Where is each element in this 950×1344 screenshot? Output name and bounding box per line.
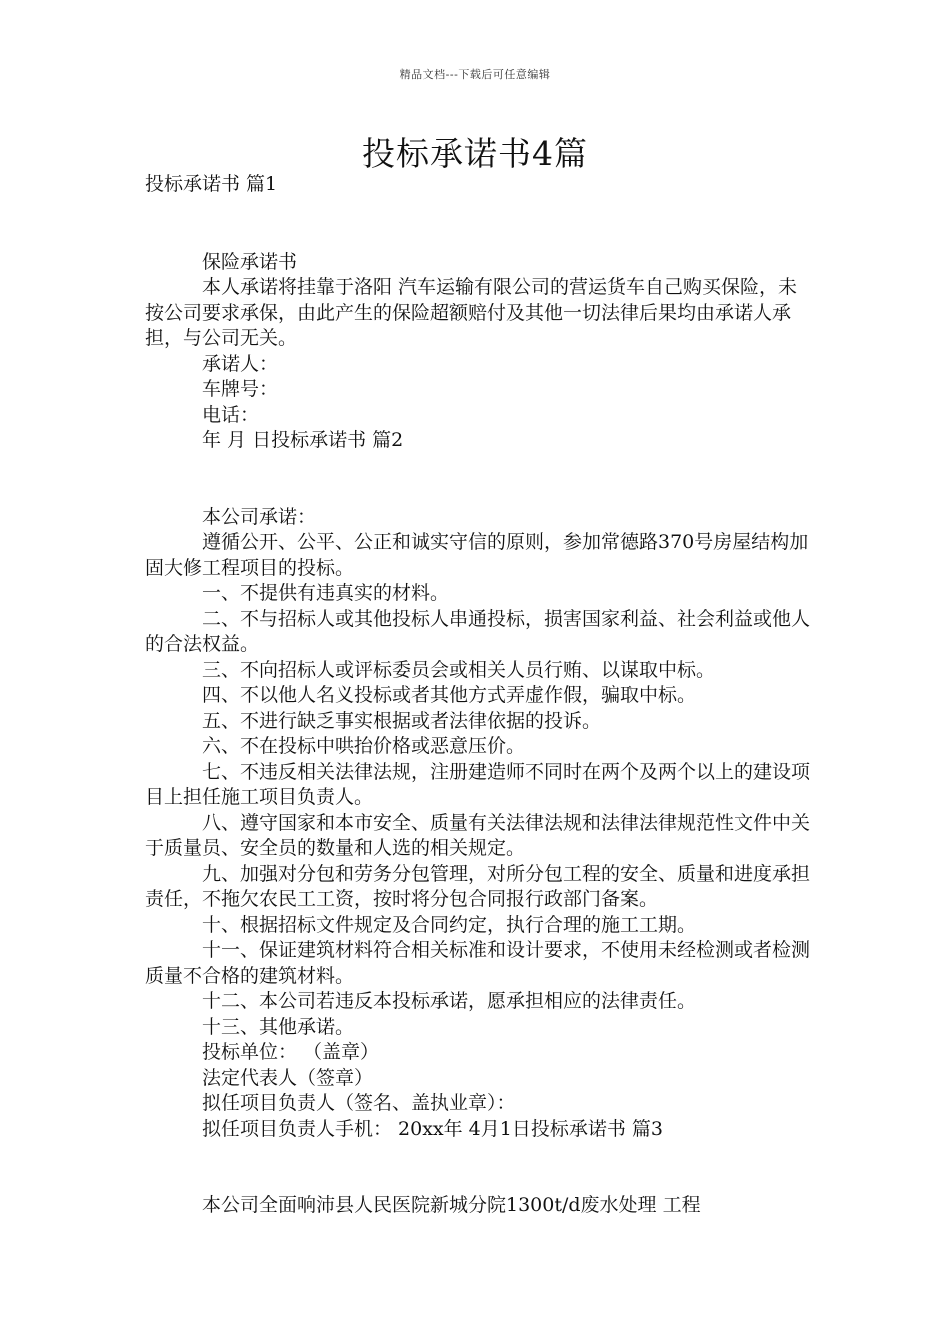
commitment-item: 六、不在投标中哄抬价格或恶意压价。 <box>202 735 526 757</box>
commitment-item: 五、不进行缺乏事实根据或者法律依据的投诉。 <box>202 709 602 732</box>
commitment-item: 一、不提供有违真实的材料。 <box>202 582 450 604</box>
commitment-item: 三、不向招标人或评标委员会或相关人员行贿、以谋取中标。 <box>202 658 716 681</box>
section-2-paragraph: 遵循公开、公平、公正和诚实守信的原则，参加常德路370号房屋结构加固大修工程项目的投标。 <box>145 531 809 579</box>
commitment-item: 八、遵守国家和本市安全、质量有关法律法规和法律法律规范性文件中关于质量员、安全员的数量和人选的相关规定。 <box>145 811 811 859</box>
phone-field: 电话： <box>202 403 260 426</box>
commitment-item: 十二、本公司若违反本投标承诺，愿承担相应的法律责任。 <box>202 990 697 1012</box>
section-3-paragraph: 本公司全面响沛县人民医院新城分院1300t/d废水处理 工程 <box>202 1194 701 1216</box>
section-1-heading: 投标承诺书 篇1 <box>145 173 278 195</box>
section-1-subtitle: 保险承诺书 <box>202 250 298 273</box>
promisor-field: 承诺人： <box>202 352 279 375</box>
section-3-heading: 拟任项目负责人手机： 20xx年 4月1日投标承诺书 篇3 <box>202 1117 663 1140</box>
commitment-item: 十、根据招标文件规定及合同约定，执行合理的施工工期。 <box>202 913 697 936</box>
commitment-item: 十一、保证建筑材料符合相关标准和设计要求，不使用未经检测或者检测质量不合格的建筑材料。 <box>145 939 811 987</box>
commitment-item: 九、加强对分包和劳务分包管理，对所分包工程的安全、质量和进度承担责任，不拖欠农民工工资，按时将分包合同报行政部门备案。 <box>145 862 811 910</box>
section-1-paragraph: 本人承诺将挂靠于洛阳 汽车运输有限公司的营运货车自己购买保险，未按公司要求承保，由此产生的保险超额赔付及其他一切法律后果均由承诺人承担，与公司无关。 <box>145 276 798 349</box>
commitment-item: 十三、其他承诺。 <box>202 1015 355 1038</box>
legal-representative-field: 法定代表人（签章） <box>202 1066 374 1089</box>
page-header-note: 精品文档---下载后可任意编辑 <box>399 68 551 81</box>
section-2-heading: 年 月 日投标承诺书 篇2 <box>202 429 404 451</box>
project-manager-sign-field: 拟任项目负责人（签名、盖执业章）： <box>202 1092 516 1114</box>
bidder-field: 投标单位： （盖章） <box>202 1041 380 1063</box>
document-body <box>145 172 810 1219</box>
commitment-item: 七、不违反相关法律法规，注册建造师不同时在两个及两个以上的建设项目上担任施工项目负责人。 <box>145 760 811 808</box>
commitment-item: 四、不以他人名义投标或者其他方式弄虚作假，骗取中标。 <box>202 684 697 706</box>
commitment-item: 二、不与招标人或其他投标人串通投标，损害国家利益、社会利益或他人的合法权益。 <box>145 607 811 655</box>
section-2-intro: 本公司承诺： <box>202 505 317 528</box>
plate-number-field: 车牌号： <box>202 378 279 400</box>
document-title: 投标承诺书4篇 <box>362 134 588 173</box>
